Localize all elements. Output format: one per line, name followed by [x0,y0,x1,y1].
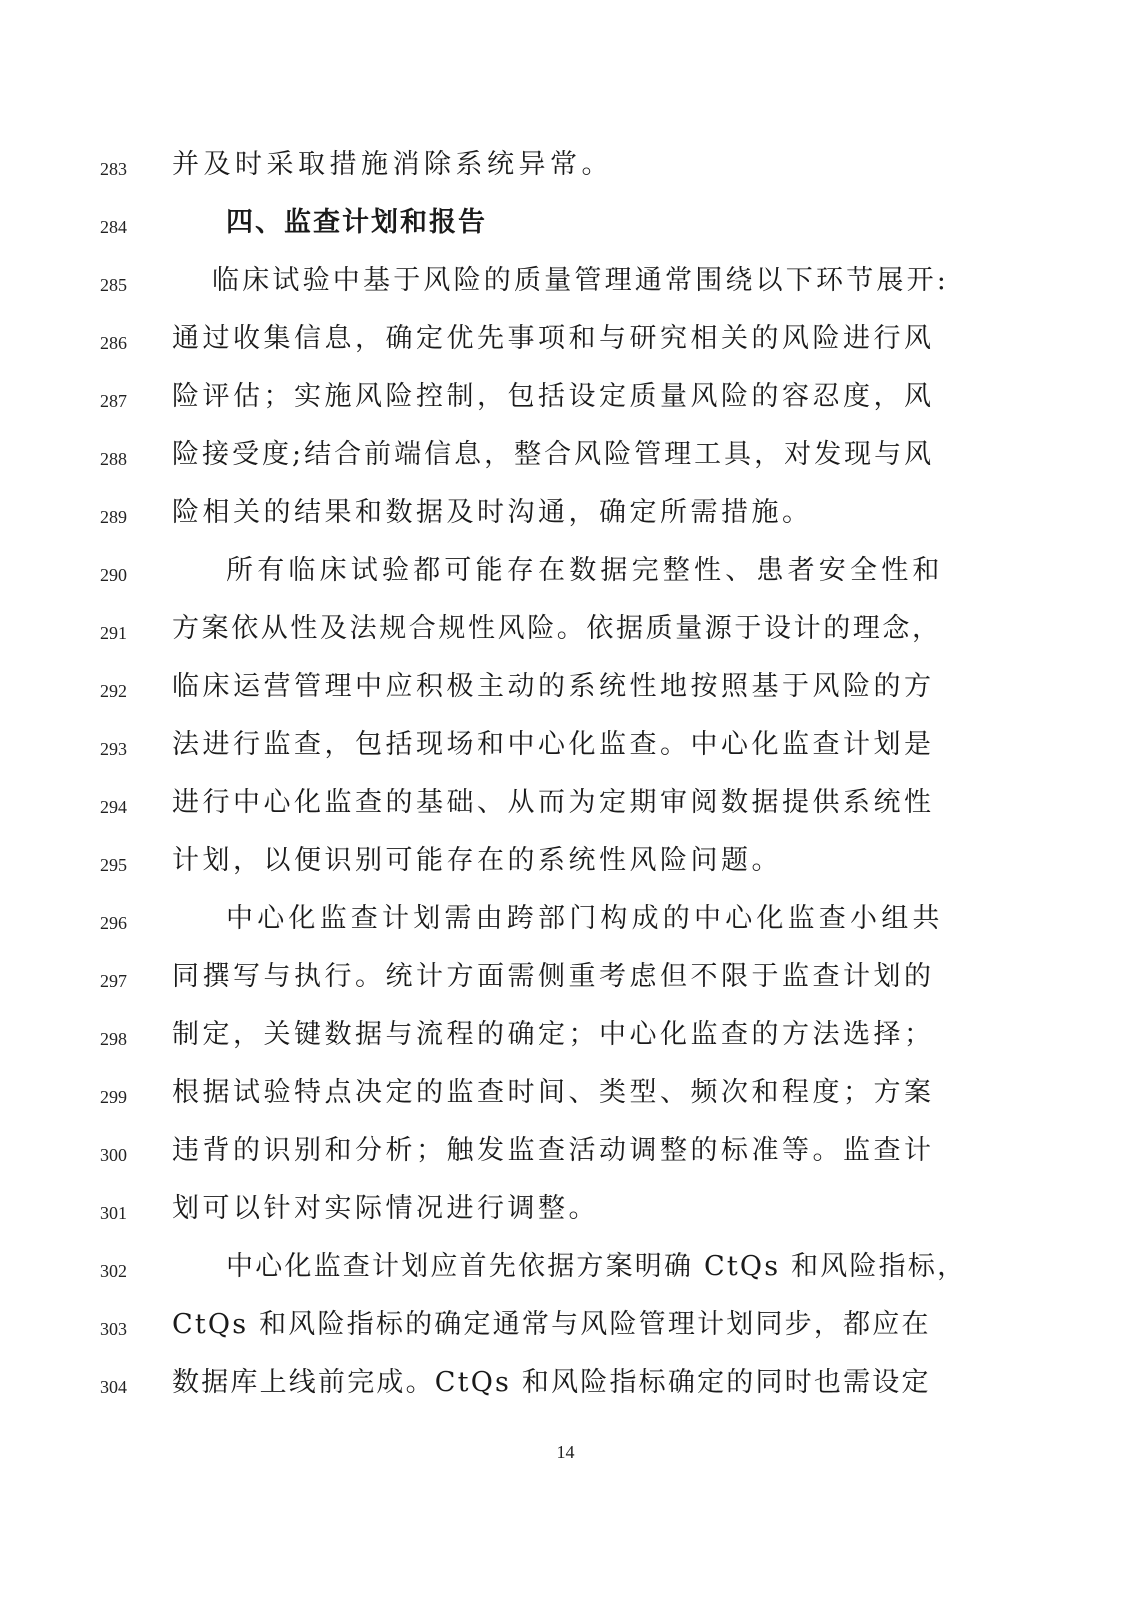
line-number: 293 [100,739,127,759]
line-number: 299 [100,1087,127,1107]
line-302 [0,1247,1131,1287]
line-text: 违背的识别和分析；触发监查活动调整的标准等。监查计 [172,1135,935,1166]
line-number: 283 [100,159,127,179]
line-299 [0,1073,1131,1113]
line-number: 294 [100,797,127,817]
line-text: 制定，关键数据与流程的确定；中心化监查的方法选择； [172,1019,935,1050]
line-number: 298 [100,1029,127,1049]
line-text: 中心化监查计划应首先依据方案明确 CtQs 和风险指标， [226,1251,967,1282]
line-291 [0,609,1131,649]
line-295 [0,841,1131,881]
line-text: 根据试验特点决定的监查时间、类型、频次和程度；方案 [172,1077,935,1108]
line-296 [0,899,1131,939]
line-293 [0,725,1131,765]
line-298 [0,1015,1131,1055]
line-297 [0,957,1131,997]
section-heading: 四、监查计划和报告 [226,207,487,238]
line-287 [0,377,1131,417]
line-283 [0,145,1131,185]
line-number: 284 [100,217,127,237]
line-number: 296 [100,913,127,933]
line-304 [0,1363,1131,1403]
line-number: 304 [100,1377,127,1397]
line-number: 290 [100,565,127,585]
line-text: 中心化监查计划需由跨部门构成的中心化监查小组共 [226,903,944,934]
line-text: 同撰写与执行。统计方面需侧重考虑但不限于监查计划的 [172,961,935,992]
line-text: 险相关的结果和数据及时沟通，确定所需措施。 [172,497,813,528]
line-number: 287 [100,391,127,411]
line-288 [0,435,1131,475]
line-text: 计划，以便识别可能存在的系统性风险问题。 [172,845,782,876]
line-286 [0,319,1131,359]
line-number: 302 [100,1261,127,1281]
line-text: 划可以针对实际情况进行调整。 [172,1193,599,1224]
page-number: 14 [556,1442,575,1462]
line-289 [0,493,1131,533]
line-number: 303 [100,1319,127,1339]
line-text: 险评估；实施风险控制，包括设定质量风险的容忍度，风 [172,381,935,412]
line-number: 300 [100,1145,127,1165]
line-text: 险接受度;结合前端信息，整合风险管理工具，对发现与风 [172,439,935,470]
line-303 [0,1305,1131,1345]
line-292 [0,667,1131,707]
line-number: 292 [100,681,127,701]
line-text: 方案依从性及法规合规性风险。依据质量源于设计的理念， [172,613,942,644]
line-text: 临床试验中基于风险的质量管理通常围绕以下环节展开: [212,265,950,296]
line-text: 并及时采取措施消除系统异常。 [172,149,613,180]
line-number: 289 [100,507,127,527]
line-number: 286 [100,333,127,353]
line-290 [0,551,1131,591]
line-number: 301 [100,1203,127,1223]
line-301 [0,1189,1131,1229]
line-300 [0,1131,1131,1171]
line-text: 临床运营管理中应积极主动的系统性地按照基于风险的方 [172,671,935,702]
line-text: 进行中心化监查的基础、从而为定期审阅数据提供系统性 [172,787,935,818]
line-text: 所有临床试验都可能存在数据完整性、患者安全性和 [226,555,944,586]
line-number: 291 [100,623,127,643]
line-number: 288 [100,449,127,469]
line-text: CtQs 和风险指标的确定通常与风险管理计划同步，都应在 [172,1309,931,1340]
line-285 [0,261,1131,301]
line-number: 285 [100,275,127,295]
line-text: 数据库上线前完成。CtQs 和风险指标确定的同时也需设定 [172,1367,931,1398]
line-number: 297 [100,971,127,991]
line-text: 通过收集信息，确定优先事项和与研究相关的风险进行风 [172,323,935,354]
line-number: 295 [100,855,127,875]
line-284 [0,203,1131,243]
line-294 [0,783,1131,823]
line-text: 法进行监查，包括现场和中心化监查。中心化监查计划是 [172,729,935,760]
